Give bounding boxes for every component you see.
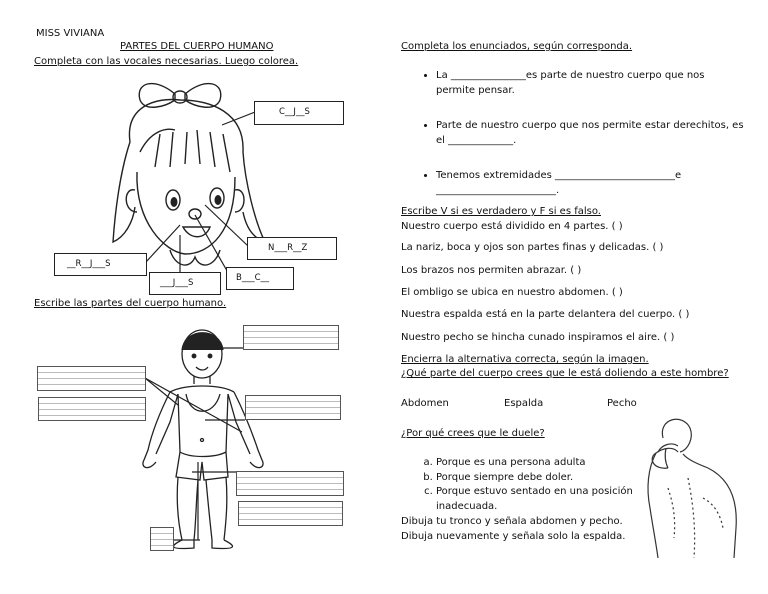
man-back-pain-illustration [628, 408, 746, 558]
true-false-item[interactable]: Nuestra espalda está en la parte delantera del cuerpo. ( ) [401, 309, 690, 320]
reason-item[interactable]: c. Porque estuvo sentado en una posición inadecuada. [436, 485, 656, 514]
reason-item[interactable]: a. Porque es una persona adulta [436, 456, 656, 471]
draw-instruction-trunk: Dibuja tu tronco y señala abdomen y pecho. [401, 516, 623, 527]
option-pecho[interactable]: Pecho [607, 398, 637, 409]
reason-item[interactable]: b. Porque siempre debe doler. [436, 471, 656, 486]
statement-list [420, 68, 746, 218]
body-part-field-arm[interactable] [37, 366, 146, 391]
vowel-box-eyes[interactable]: __R__J___S [54, 253, 147, 276]
instruction-complete-statements: Completa los enunciados, según corresponda. [401, 41, 633, 52]
body-part-field-foot[interactable] [150, 527, 174, 551]
vowel-box-hair[interactable]: C__J__S [254, 101, 344, 125]
true-false-item[interactable]: Nuestro pecho se hincha cunado inspiramos el aire. ( ) [401, 332, 675, 343]
circle-instruction: Encierra la alternativa correcta, según la imagen. [401, 354, 649, 365]
statement-item: • Tenemos extremidades ________________________e ________________________. [436, 168, 746, 198]
vowel-box-mouth[interactable]: B___C__ [226, 267, 294, 290]
option-abdomen[interactable]: Abdomen [401, 398, 449, 409]
vowel-box-nose[interactable]: N___R__Z [247, 237, 337, 260]
option-espalda[interactable]: Espalda [504, 398, 544, 409]
true-false-item[interactable]: La nariz, boca y ojos son partes finas y delicadas. ( ) [401, 242, 664, 253]
worksheet-title: PARTES DEL CUERPO HUMANO [120, 41, 274, 52]
true-false-item[interactable]: El ombligo se ubica en nuestro abdomen. ( ) [401, 287, 623, 298]
true-false-item[interactable]: Los brazos nos permiten abrazar. ( ) [401, 265, 582, 276]
body-part-field-knee[interactable] [238, 501, 343, 526]
body-part-field-trunk[interactable] [245, 395, 341, 420]
why-question: ¿Por qué crees que le duele? [401, 428, 545, 439]
body-part-field-hand[interactable] [38, 397, 146, 421]
vowel-box-ears[interactable]: ___J___S [149, 272, 221, 295]
statement-item: • La _______________es parte de nuestro cuerpo que nos permite pensar. [436, 68, 746, 98]
statement-item: • Parte de nuestro cuerpo que nos permite estar derechitos, es el _____________. [436, 118, 746, 148]
reason-list [416, 456, 656, 514]
body-part-field-leg[interactable] [236, 471, 344, 496]
instruction-vowels: Completa con las vocales necesarias. Luego colorea. [34, 56, 299, 67]
body-part-field-head[interactable] [243, 325, 339, 350]
true-false-item[interactable]: Nuestro cuerpo está dividido en 4 partes. ( ) [401, 221, 623, 232]
draw-instruction-back: Dibuja nuevamente y señala solo la espalda. [401, 531, 626, 542]
circle-question: ¿Qué parte del cuerpo crees que le está doliendo a este hombre? [401, 368, 729, 379]
true-false-title: Escribe V si es verdadero y F si es falso. [401, 206, 601, 217]
instruction-body-parts: Escribe las partes del cuerpo humano. [34, 298, 227, 309]
teacher-name: MISS VIVIANA [36, 28, 105, 39]
